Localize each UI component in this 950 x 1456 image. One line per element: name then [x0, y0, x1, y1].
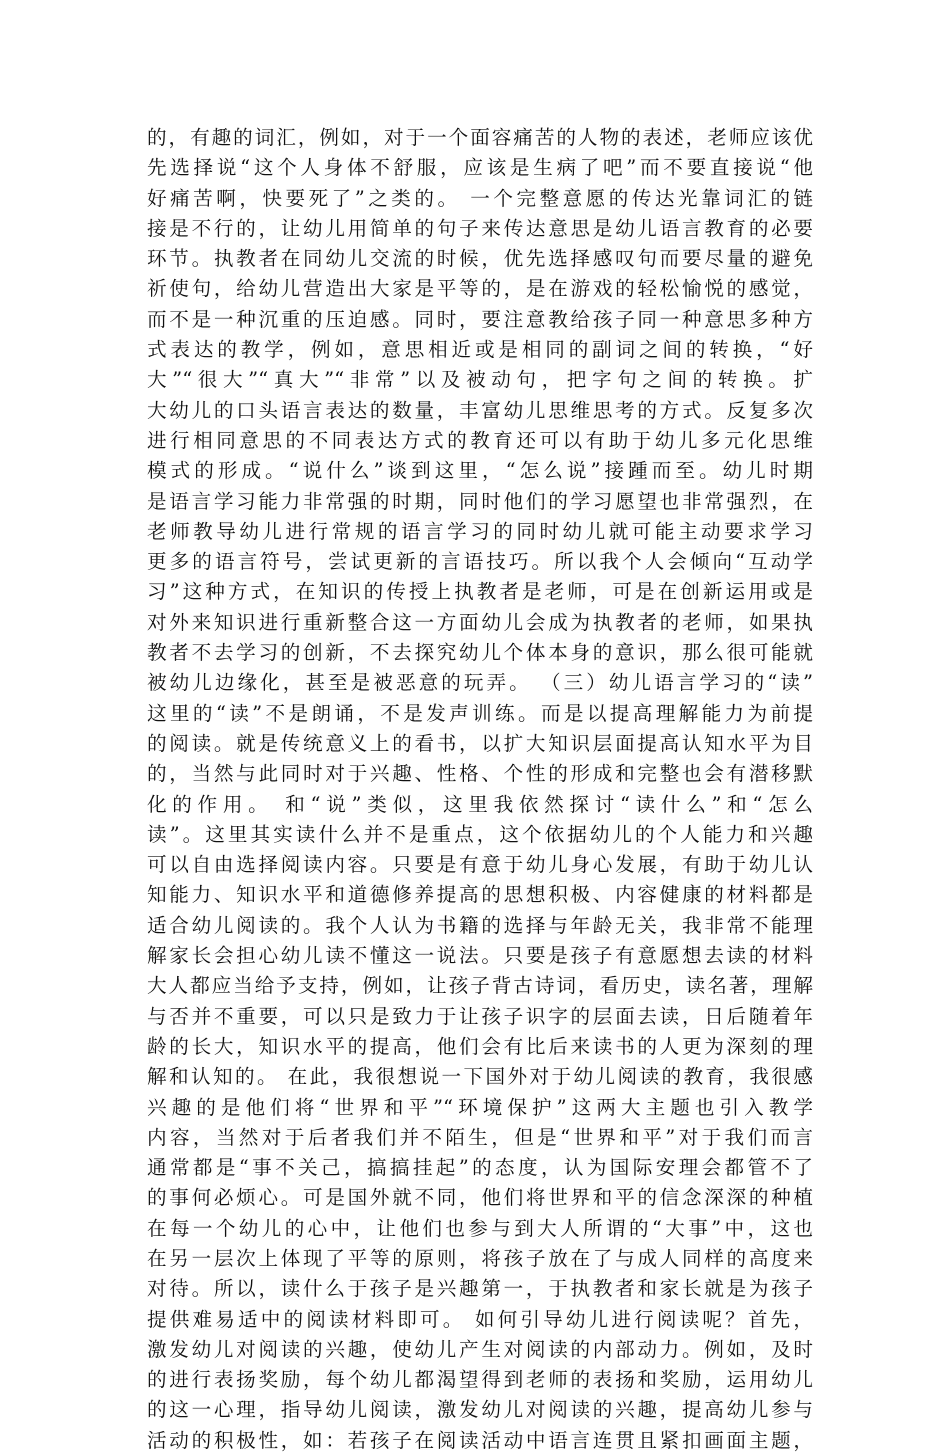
body-text: [147, 123, 813, 1456]
text-line: 可以自由选择阅读内容。只要是有意于幼儿身心发展，有助于幼儿认: [147, 853, 813, 877]
text-line: 的，当然与此同时对于兴趣、性格、个性的形成和完整也会有潜移默: [147, 762, 813, 786]
text-line: 环节。执教者在同幼儿交流的时候，优先选择感叹句而要尽量的避免: [147, 247, 813, 271]
text-line: 大人都应当给予支持，例如，让孩子背古诗词，看历史，读名著，理解: [147, 974, 813, 998]
text-line: 适合幼儿阅读的。我个人认为书籍的选择与年龄无关，我非常不能理: [147, 913, 813, 937]
text-line: 更多的语言符号，尝试更新的言语技巧。所以我个人会倾向“互动学: [147, 550, 813, 574]
text-line: 与否并不重要，可以只是致力于让孩子识字的层面去读，日后随着年: [147, 1004, 813, 1028]
text-line: 对待。所以，读什么于孩子是兴趣第一，于执教者和家长就是为孩子: [147, 1277, 813, 1301]
text-line: 是语言学习能力非常强的时期，同时他们的学习愿望也非常强烈，在: [147, 489, 813, 513]
text-line: 的，有趣的词汇，例如，对于一个面容痛苦的人物的表述，老师应该优: [147, 126, 813, 149]
text-line: 老师教导幼儿进行常规的语言学习的同时幼儿就可能主动要求学习: [147, 519, 813, 543]
text-line: 兴趣的是他们将“世界和平”“环境保护”这两大主题也引入教学: [147, 1095, 813, 1119]
text-line: 的事何必烦心。可是国外就不同，他们将世界和平的信念深深的种植: [147, 1186, 813, 1210]
text-line: 而不是一种沉重的压迫感。同时，要注意教给孩子同一种意思多种方: [147, 307, 813, 331]
text-line: 这里的“读”不是朗诵，不是发声训练。而是以提高理解能力为前提: [147, 701, 813, 725]
text-line: 读”。这里其实读什么并不是重点，这个依据幼儿的个人能力和兴趣: [147, 822, 813, 846]
text-line: 活动的积极性，如：若孩子在阅读活动中语言连贯且紧扣画面主题，: [147, 1428, 813, 1452]
text-line: 习”这种方式，在知识的传授上执教者是老师，可是在创新运用或是: [147, 580, 813, 604]
text-line: 对外来知识进行重新整合这一方面幼儿会成为执教者的老师，如果执: [147, 610, 813, 634]
text-line: 好痛苦啊，快要死了”之类的。 一个完整意愿的传达光靠词汇的链: [147, 186, 813, 210]
text-line: 模式的形成。“说什么”谈到这里，“怎么说”接踵而至。幼儿时期: [147, 459, 813, 483]
text-line: 大”“很大”“真大”“非常”以及被动句，把字句之间的转换。扩: [147, 368, 813, 392]
text-line: 的这一心理，指导幼儿阅读，激发幼儿对阅读的兴趣，提高幼儿参与: [147, 1398, 813, 1422]
text-line: 激发幼儿对阅读的兴趣，使幼儿产生对阅读的内部动力。例如，及时: [147, 1337, 813, 1361]
text-line: 提供难易适中的阅读材料即可。 如何引导幼儿进行阅读呢？首先，: [147, 1307, 813, 1331]
text-line: 通常都是“事不关己，搞搞挂起”的态度，认为国际安理会都管不了: [147, 1156, 813, 1180]
text-line: 在每一个幼儿的心中，让他们也参与到大人所谓的“大事”中，这也: [147, 1216, 813, 1240]
text-line: 解和认知的。 在此，我很想说一下国外对于幼儿阅读的教育，我很感: [147, 1065, 813, 1089]
text-line: 龄的长大，知识水平的提高，他们会有比后来读书的人更为深刻的理: [147, 1034, 813, 1058]
text-line: 接是不行的，让幼儿用简单的句子来传达意思是幼儿语言教育的必要: [147, 216, 813, 240]
text-line: 解家长会担心幼儿读不懂这一说法。只要是孩子有意愿想去读的材料: [147, 944, 813, 968]
text-line: 祈使句，给幼儿营造出大家是平等的，是在游戏的轻松愉悦的感觉，: [147, 277, 813, 301]
text-line: 教者不去学习的创新，不去探究幼儿个体本身的意识，那么很可能就: [147, 641, 813, 665]
text-line: 知能力、知识水平和道德修养提高的思想积极、内容健康的材料都是: [147, 883, 813, 907]
text-line: 的阅读。就是传统意义上的看书，以扩大知识层面提高认知水平为目: [147, 731, 813, 755]
text-line: 进行相同意思的不同表达方式的教育还可以有助于幼儿多元化思维: [147, 428, 813, 452]
text-line: 大幼儿的口头语言表达的数量，丰富幼儿思维思考的方式。反复多次: [147, 398, 813, 422]
text-line: 在另一层次上体现了平等的原则，将孩子放在了与成人同样的高度来: [147, 1246, 813, 1270]
text-line: 的进行表扬奖励，每个幼儿都渴望得到老师的表扬和奖励，运用幼儿: [147, 1368, 813, 1392]
text-line: 内容，当然对于后者我们并不陌生，但是“世界和平”对于我们而言: [147, 1125, 813, 1149]
text-line: 化的作用。 和“说”类似，这里我依然探讨“读什么”和“怎么: [147, 792, 813, 816]
text-line: 式表达的教学，例如，意思相近或是相同的副词之间的转换，“好: [147, 338, 813, 362]
text-line: 先选择说“这个人身体不舒服，应该是生病了吧”而不要直接说“他: [147, 156, 813, 180]
text-line: 被幼儿边缘化，甚至是被恶意的玩弄。 （三）幼儿语言学习的“读”: [147, 671, 813, 695]
